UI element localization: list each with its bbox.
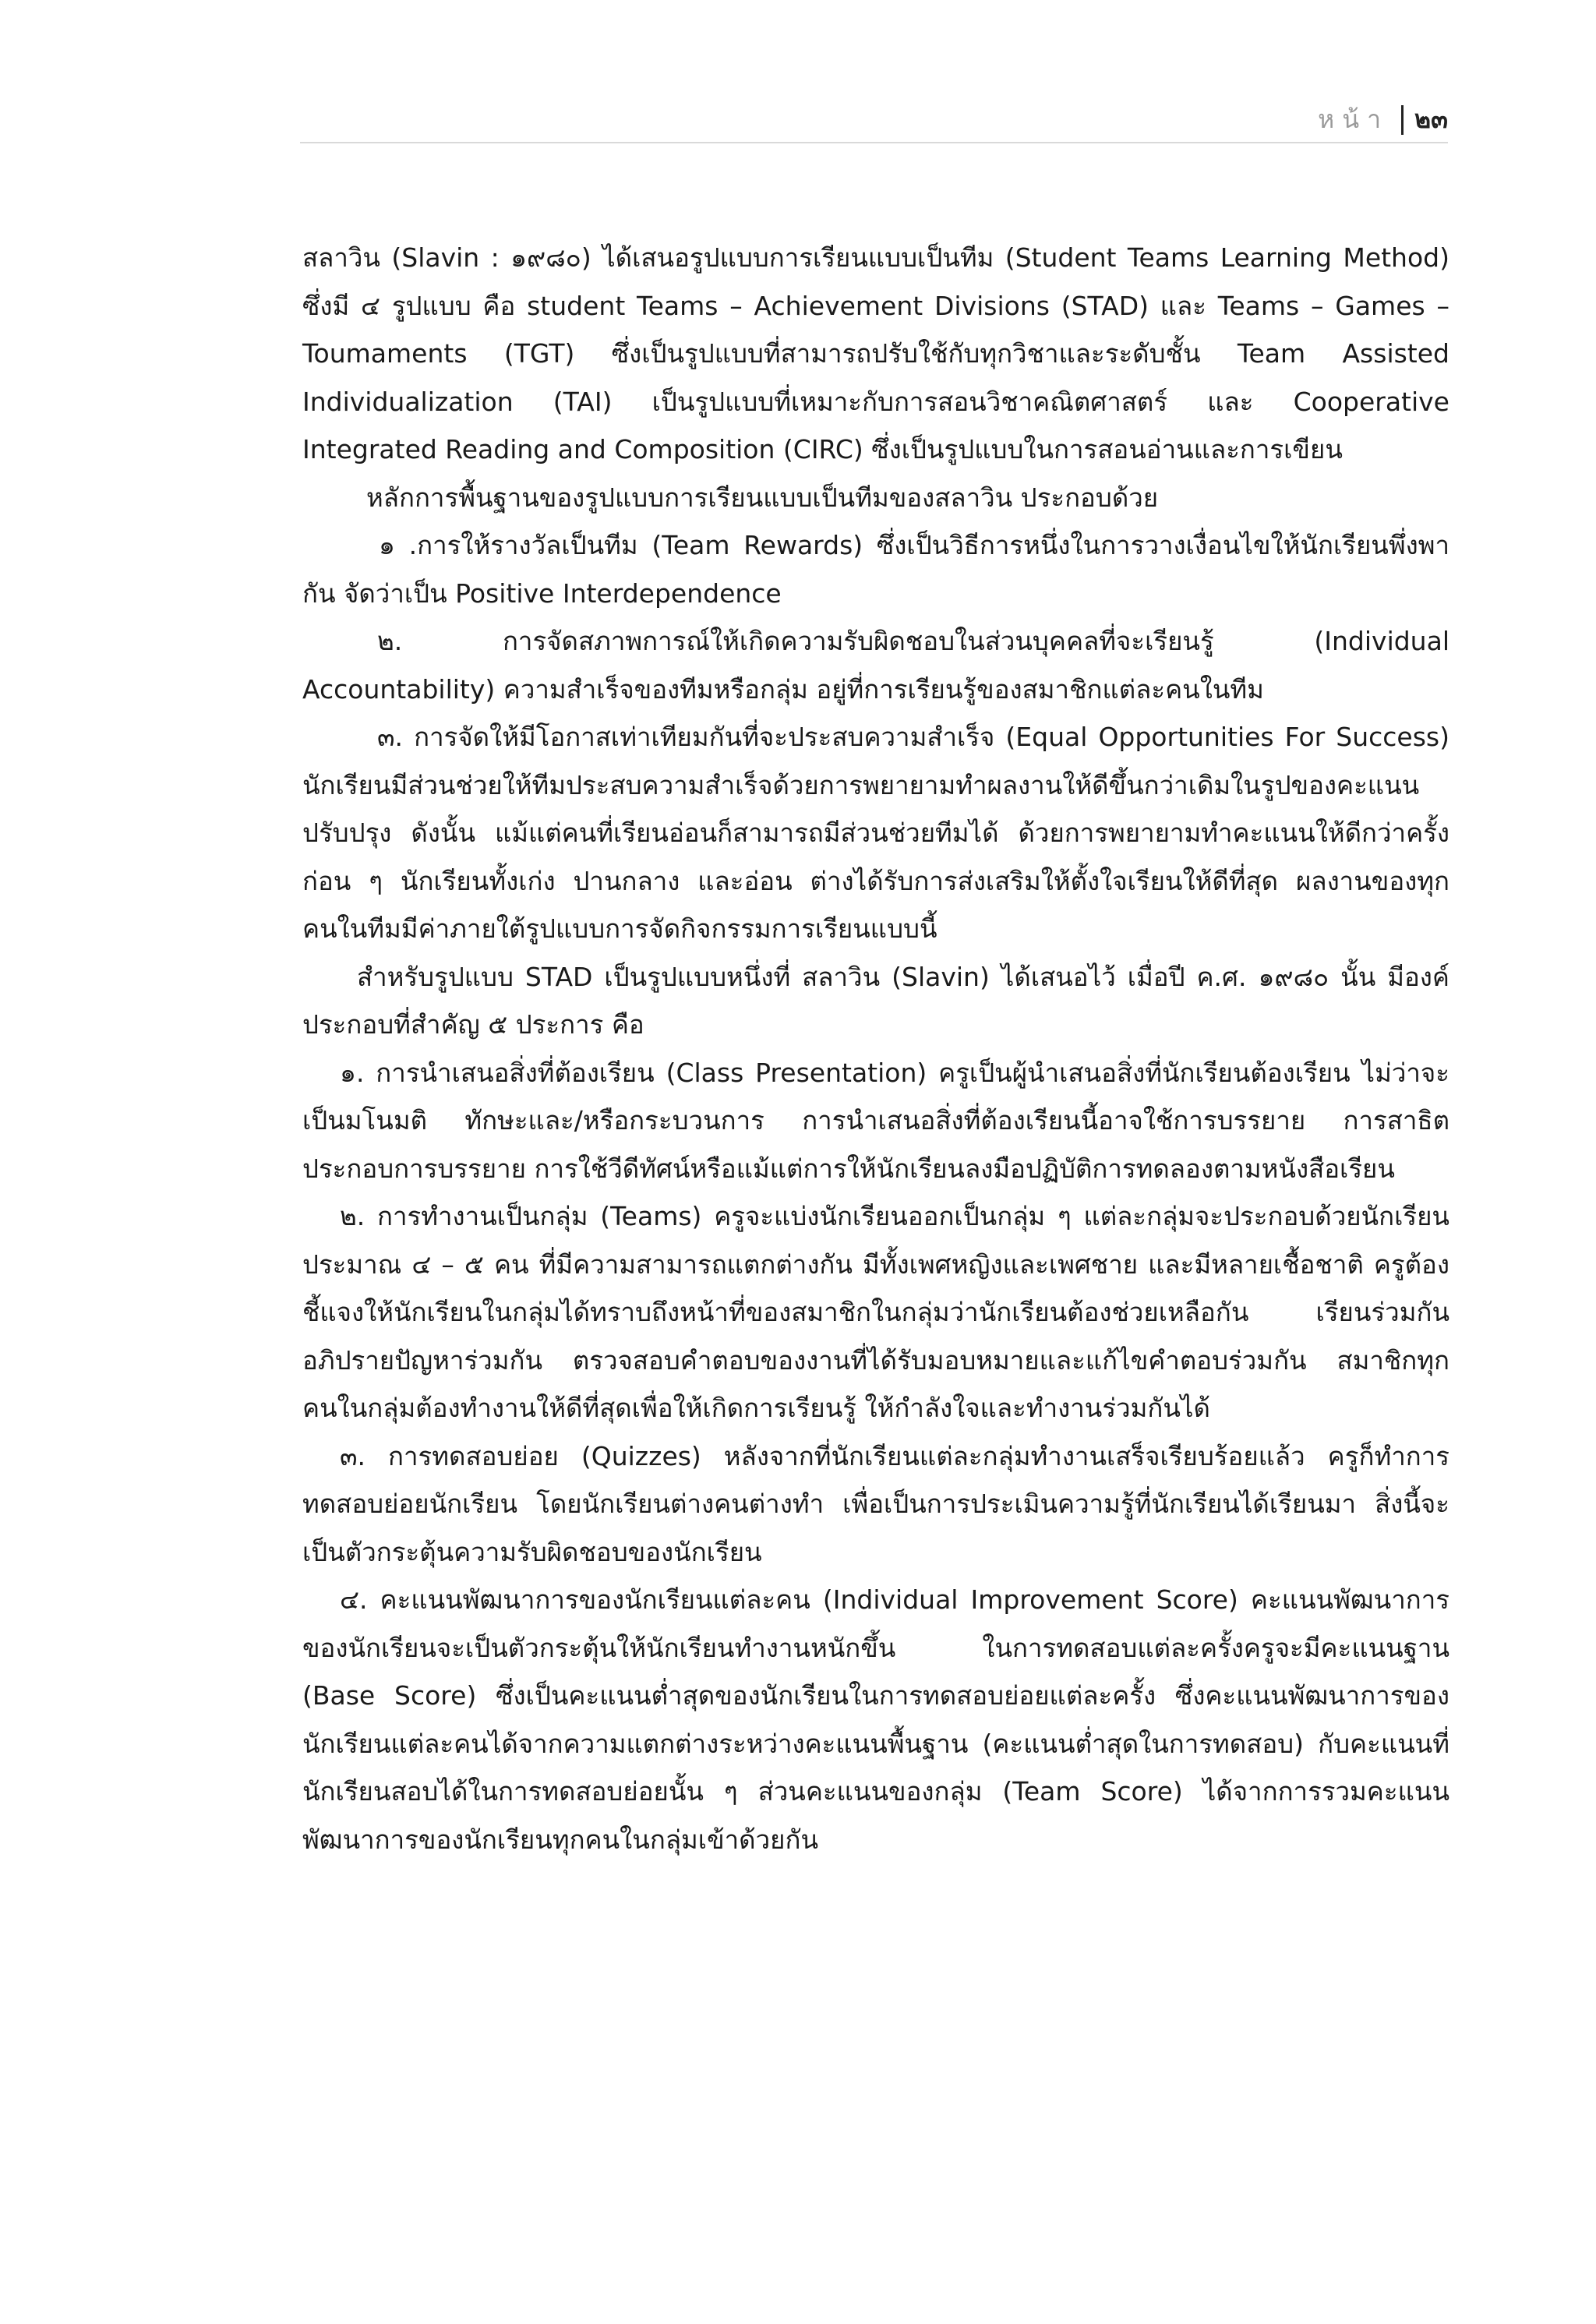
paragraph-principle-3: ๓. การจัดให้มีโอกาสเท่าเทียมกันที่จะประสบความสำเร็จ (Equal Opportunities For Success) นักเรียนมีส่วนช่วยให้ทีมประสบความสำเร็จด้วยการพยายามทำผลงานให้ดีขึ้นกว่าเดิมในรูปของคะแนนปรับปรุง ดังนั้น แม้แต่คนที่เรียนอ่อนก็สามารถมีส่วนช่วยทีมได้ ด้วยการพยายามทำคะแนนให้ดีกว่าครั้งก่อน ๆ นักเรียนทั้งเก่ง ปานกลาง และอ่อน ต่างได้รับการส่งเสริมให้ตั้งใจเรียนให้ดีที่สุด ผลงานของทุกคนในทีมมีค่าภายใต้รูปแบบการจัดกิจกรรมการเรียนแบบนี้ [302,722,1449,944]
paragraph-slavin-intro: สลาวิน (Slavin : ๑๙๘๐) ได้เสนอรูปแบบการเรียนแบบเป็นทีม (Student Teams Learning Method) ซึ่งมี ๔ รูปแบบ คือ student Teams – Achievement Divisions (STAD) และ Teams – Games – Toumaments (TGT) ซึ่งเป็นรูปแบบที่สามารถปรับใช้กับทุกวิชาและระดับชั้น Team Assisted Individualization (TAI) เป็นรูปแบบที่เหมาะกับการสอนวิชาคณิตศาสตร์ และ Cooperative Integrated Reading and Composition (CIRC) ซึ่งเป็นรูปแบบในการสอนอ่านและการเขียน [302,242,1449,464]
paragraph-principle-1: ๑ .การให้รางวัลเป็นทีม (Team Rewards) ซึ่งเป็นวิธีการหนึ่งในการวางเงื่อนไขให้นักเรียนพึ่งพากัน จัดว่าเป็น Positive Interdependence [302,530,1449,609]
page-header [1318,100,1448,140]
body-text [302,234,1449,1863]
page-label: หน้า [1318,104,1389,134]
paragraph-stad-intro: สำหรับรูปแบบ STAD เป็นรูปแบบหนึ่งที่ สลาวิน (Slavin) ได้เสนอไว้ เมื่อปี ค.ศ. ๑๙๘๐ นั้น มีองค์ประกอบที่สำคัญ ๕ ประการ คือ [302,961,1449,1040]
paragraph-component-1: ๑. การนำเสนอสิ่งที่ต้องเรียน (Class Presentation) ครูเป็นผู้นำเสนอสิ่งที่นักเรียนต้องเรียน ไม่ว่าจะเป็นมโนมติ ทักษะและ/หรือกระบวนการ การนำเสนอสิ่งที่ต้องเรียนนี้อาจใช้การบรรยาย การสาธิตประกอบการบรรยาย การใช้วีดีทัศน์หรือแม้แต่การให้นักเรียนลงมือปฏิบัติการทดลองตามหนังสือเรียน [302,1057,1449,1184]
header-rule [300,142,1448,143]
paragraph-component-3: ๓. การทดสอบย่อย (Quizzes) หลังจากที่นักเรียนแต่ละกลุ่มทำงานเสร็จเรียบร้อยแล้ว ครูก็ทำการทดสอบย่อยนักเรียน โดยนักเรียนต่างคนต่างทำ เพื่อเป็นการประเมินความรู้ที่นักเรียนได้เรียนมา สิ่งนี้จะเป็นตัวกระตุ้นความรับผิดชอบของนักเรียน [302,1440,1449,1567]
page-number: ๒๓ [1414,104,1448,134]
paragraph-principle-2: ๒. การจัดสภาพการณ์ให้เกิดความรับผิดชอบในส่วนบุคคลที่จะเรียนรู้ (Individual Accountability) ความสำเร็จของทีมหรือกลุ่ม อยู่ที่การเรียนรู้ของสมาชิกแต่ละคนในทีม [302,626,1449,705]
paragraph-component-4: ๔. คะแนนพัฒนาการของนักเรียนแต่ละคน (Individual Improvement Score) คะแนนพัฒนาการของนักเรียนจะเป็นตัวกระตุ้นให้นักเรียนทำงานหนักขึ้น ในการทดสอบแต่ละครั้งครูจะมีคะแนนฐาน (Base Score) ซึ่งเป็นคะแนนต่ำสุดของนักเรียนในการทดสอบย่อยแต่ละครั้ง ซึ่งคะแนนพัฒนาการของนักเรียนแต่ละคนได้จากความแตกต่างระหว่างคะแนนพื้นฐาน (คะแนนต่ำสุดในการทดสอบ) กับคะแนนที่นักเรียนสอบได้ในการทดสอบย่อยนั้น ๆ ส่วนคะแนนของกลุ่ม (Team Score) ได้จากการรวมคะแนนพัฒนาการของนักเรียนทุกคนในกลุ่มเข้าด้วยกัน [302,1584,1449,1855]
paragraph-principles-heading: หลักการพื้นฐานของรูปแบบการเรียนแบบเป็นทีมของสลาวิน ประกอบด้วย [366,482,1159,513]
paragraph-component-2: ๒. การทำงานเป็นกลุ่ม (Teams) ครูจะแบ่งนักเรียนออกเป็นกลุ่ม ๆ แต่ละกลุ่มจะประกอบด้วยนักเรียนประมาณ ๔ – ๕ คน ที่มีความสามารถแตกต่างกัน มีทั้งเพศหญิงและเพศชาย และมีหลายเชื้อชาติ ครูต้องชี้แจงให้นักเรียนในกลุ่มได้ทราบถึงหน้าที่ของสมาชิกในกลุ่มว่านักเรียนต้องช่วยเหลือกัน เรียนร่วมกัน อภิปรายปัญหาร่วมกัน ตรวจสอบคำตอบของงานที่ได้รับมอบหมายและแก้ไขคำตอบร่วมกัน สมาชิกทุกคนในกลุ่มต้องทำงานให้ดีที่สุดเพื่อให้เกิดการเรียนรู้ ให้กำลังใจและทำงานร่วมกันได้ [302,1201,1449,1423]
header-divider [1401,105,1404,135]
